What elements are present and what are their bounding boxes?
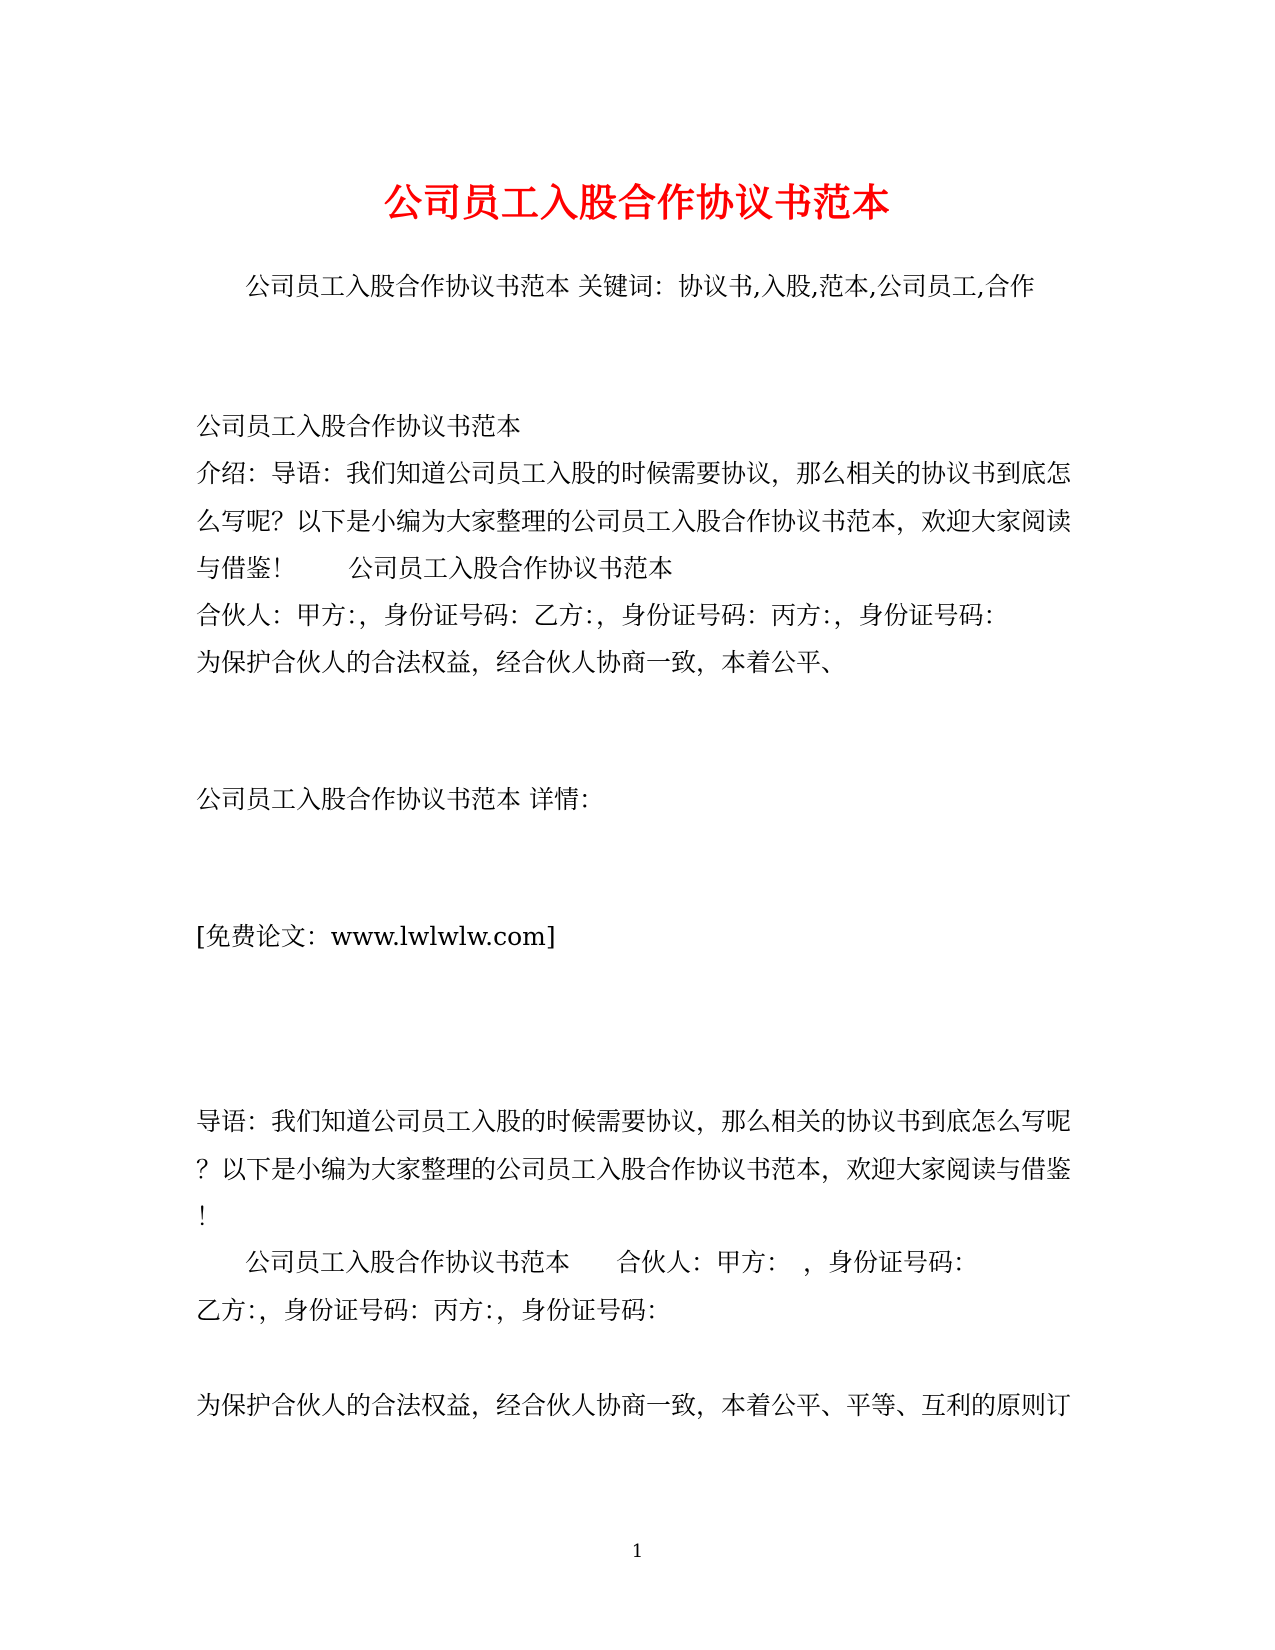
partners-line-2: 乙方：，身份证号码：丙方：，身份证号码： (196, 1296, 672, 1325)
partners-line: 合伙人：甲方：，身份证号码：乙方：，身份证号码：丙方：，身份证号码： (196, 601, 1009, 630)
keywords-line: 公司员工入股合作协议书范本 关键词：协议书,入股,范本,公司员工,合作 (245, 272, 1035, 301)
intro-line-3 (196, 554, 673, 584)
page-number: 1 (631, 1541, 644, 1562)
document-title: 公司员工入股合作协议书范本 (383, 180, 891, 225)
intro-line-2: 么写呢？以下是小编为大家整理的公司员工入股合作协议书范本，欢迎大家阅读 (196, 507, 1072, 536)
intro-line-1: 介绍：导语：我们知道公司员工入股的时候需要协议，那么相关的协议书到底怎 (196, 459, 1072, 488)
intro-line-3-start: 与借鉴！ (196, 554, 297, 583)
guide-line-1: 导语：我们知道公司员工入股的时候需要协议，那么相关的协议书到底怎么写呢 (196, 1107, 1072, 1136)
inline-title: 公司员工入股合作协议书范本 (245, 1248, 571, 1277)
body-purpose-line: 为保护合伙人的合法权益，经合伙人协商一致，本着公平、平等、互利的原则订 (196, 1391, 1072, 1420)
partners-b: ，身份证号码： (803, 1248, 979, 1277)
purpose-line: 为保护合伙人的合法权益，经合伙人协商一致，本着公平、 (196, 648, 847, 677)
summary-heading: 公司员工入股合作协议书范本 (196, 412, 522, 441)
guide-line-3: ！ (196, 1202, 222, 1231)
details-heading: 公司员工入股合作协议书范本 详情： (196, 785, 604, 814)
guide-line-2: ？以下是小编为大家整理的公司员工入股合作协议书范本，欢迎大家阅读与借鉴 (196, 1155, 1072, 1184)
partners-intro-line (245, 1248, 978, 1278)
source-link-text: [免费论文：www.lwlwlw.com] (196, 922, 556, 951)
intro-line-3-title: 公司员工入股合作协议书范本 (348, 554, 674, 583)
partners-a: 合伙人：甲方： (616, 1248, 792, 1277)
